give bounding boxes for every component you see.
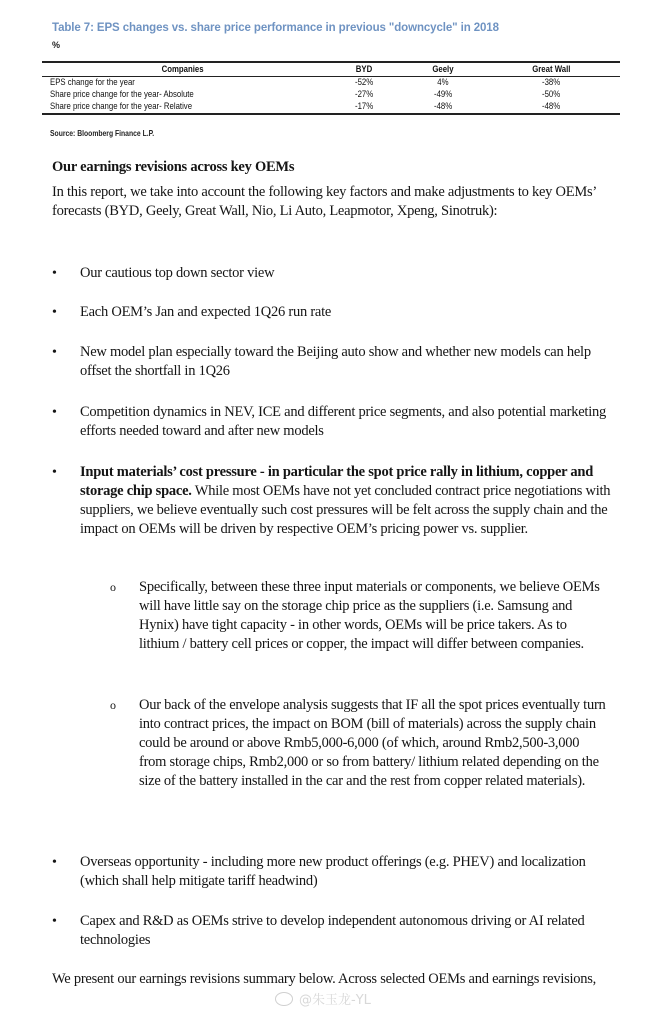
watermark-text: @朱玉龙-YL bbox=[299, 993, 371, 1008]
column-header-geely: Geely bbox=[432, 64, 454, 75]
hollow-bullet-icon: o bbox=[110, 580, 116, 594]
bullet-text: New model plan especially toward the Beijing auto show and whether new models can help offset the shortfall in 1Q26 bbox=[80, 344, 591, 379]
table-row bbox=[42, 77, 620, 89]
weibo-icon bbox=[275, 992, 293, 1006]
table-unit: % bbox=[52, 40, 61, 50]
bullet-text: Each OEM’s Jan and expected 1Q26 run rate bbox=[80, 304, 332, 320]
bullet-icon: • bbox=[52, 305, 57, 320]
cell-great-wall: -38% bbox=[541, 77, 561, 88]
row-label: Share price change for the year- Absolute bbox=[50, 89, 194, 100]
table-title: Table 7: EPS changes vs. share price performance in previous "downcycle" in 2018 bbox=[52, 22, 499, 34]
table-header-row bbox=[42, 63, 620, 77]
eps-share-price-table bbox=[42, 61, 620, 115]
bullet-text: Our cautious top down sector view bbox=[80, 265, 275, 281]
bullet-text: Overseas opportunity - including more new product offerings (e.g. PHEV) and localization (which shall help mitigate tariff headwind) bbox=[80, 854, 586, 889]
bullet-text: Competition dynamics in NEV, ICE and different price segments, and also potential marketing efforts needed toward and after new models bbox=[80, 404, 606, 439]
bullet-body: While most OEMs have not yet concluded contract price negotiations with suppliers, we believe eventually such cost pressures will be felt across the supply chain and the impact on OEMs will be driven by respective OEM’s pricing power vs. supplier. bbox=[80, 483, 611, 537]
bullet-icon: • bbox=[52, 914, 57, 929]
bullet-icon: • bbox=[52, 266, 57, 281]
cell-byd: -52% bbox=[354, 77, 374, 88]
cell-great-wall: -50% bbox=[541, 89, 561, 100]
cell-great-wall: -48% bbox=[541, 101, 561, 112]
table-source: Source: Bloomberg Finance L.P. bbox=[50, 128, 155, 138]
cell-geely: -49% bbox=[433, 89, 453, 100]
hollow-bullet-icon: o bbox=[110, 698, 116, 712]
closing-paragraph: We present our earnings revisions summary below. Across selected OEMs and earnings revisions, bbox=[52, 971, 597, 987]
watermark bbox=[275, 989, 371, 1008]
section-heading: Our earnings revisions across key OEMs bbox=[52, 159, 295, 175]
sub-bullet-text: Specifically, between these three input materials or components, we believe OEMs will have little say on the storage chip price as the suppliers (i.e. Samsung and Hynix) have tight capacity - in other words, OEMs will be price takers. As to lithium / battery cell prices or copper, the impact will differ between companies. bbox=[139, 579, 600, 652]
table-row bbox=[42, 89, 620, 101]
bullet-icon: • bbox=[52, 405, 57, 420]
column-header-byd: BYD bbox=[355, 64, 373, 75]
cell-byd: -27% bbox=[354, 89, 374, 100]
cell-geely: -48% bbox=[433, 101, 453, 112]
column-header-great-wall: Great Wall bbox=[531, 64, 571, 75]
intro-paragraph: In this report, we take into account the following key factors and make adjustments to key OEMs’ forecasts (BYD, Geely, Great Wall, Nio, Li Auto, Leapmotor, Xpeng, Sinotruk): bbox=[52, 184, 596, 219]
row-label: Share price change for the year- Relative bbox=[50, 101, 193, 112]
sub-bullet-text: Our back of the envelope analysis suggests that IF all the spot prices eventually turn into contract prices, the impact on BOM (bill of materials) across the supply chain could be around or above Rmb5,000-6,000 (of which, around Rmb2,500-3,000 from storage chips, Rmb2,000 or so from battery/ lithium related depending on the size of the battery installed in the car and the rest from copper related materials). bbox=[139, 697, 606, 789]
bullet-text: Capex and R&D as OEMs strive to develop independent autonomous driving or AI related technologies bbox=[80, 913, 585, 948]
bullet-text bbox=[80, 463, 612, 539]
bullet-icon: • bbox=[52, 855, 57, 870]
bullet-icon: • bbox=[52, 465, 57, 480]
row-label: EPS change for the year bbox=[50, 77, 135, 88]
bullet-bold-lead: Input materials’ cost pressure - in particular the spot price rally in lithium, copper and storage chip space. bbox=[80, 464, 594, 499]
cell-geely: 4% bbox=[437, 77, 449, 88]
cell-byd: -17% bbox=[354, 101, 374, 112]
table-row bbox=[42, 101, 620, 113]
bullet-icon: • bbox=[52, 345, 57, 360]
column-header-companies: Companies bbox=[162, 64, 204, 75]
